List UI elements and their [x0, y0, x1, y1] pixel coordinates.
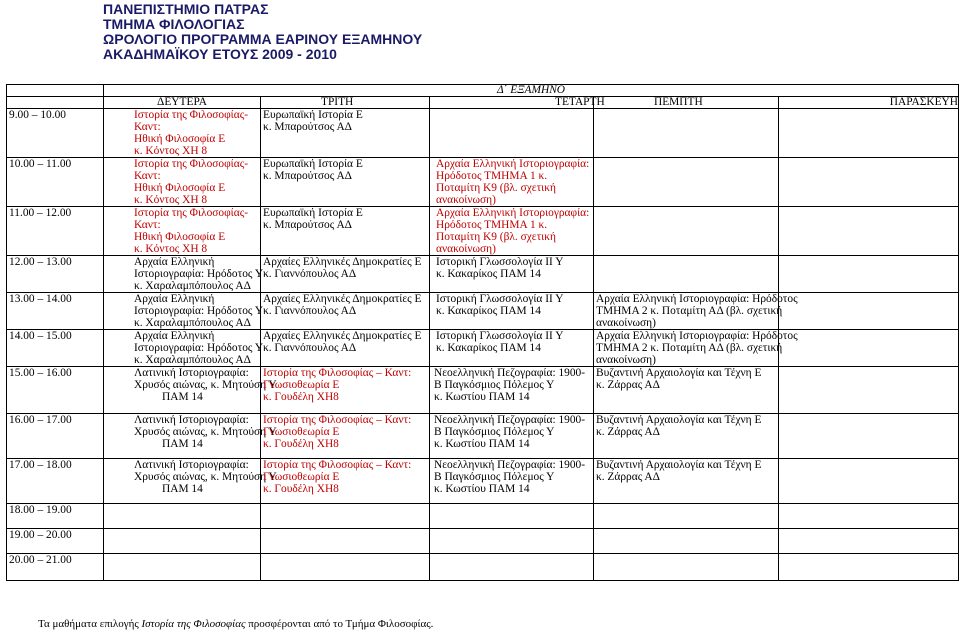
course-line: Β Παγκόσμιος Πόλεμος Υ [434, 426, 555, 438]
course-line: ανακοίνωση) [436, 194, 496, 206]
course-line: Ιστορία της Φιλοσοφίας – Καντ: [263, 367, 412, 379]
course-line: Ιστορία της Φιλοσοφίας- [134, 158, 249, 170]
schedule-row [7, 330, 959, 367]
schedule-row [7, 414, 959, 459]
course-line: Ιστορική Γλωσσολογία ΙΙ Υ [436, 330, 564, 342]
time-slot: 11.00 – 12.00 [7, 207, 104, 256]
course-cell-monday [104, 158, 261, 207]
schedule-table [6, 84, 959, 581]
course-line: Νεοελληνική Πεζογραφία: 1900- [434, 414, 586, 426]
course-cell-friday [779, 330, 959, 367]
course-line: Ιστοριογραφία: Ηρόδοτος Υ [134, 305, 264, 317]
course-cell-tuesday [261, 158, 430, 207]
course-line: Αρχαία Ελληνική Ιστοριογραφία: [436, 158, 590, 170]
course-line: Αρχαία Ελληνική Ιστοριογραφία: Ηρόδοτος [596, 330, 798, 342]
course-cell-thursday [594, 414, 779, 459]
course-cell-wednesday [430, 330, 594, 367]
semester-label: Δ΄ ΕΞΑΜΗΝΟ [104, 85, 959, 97]
course-cell-friday [779, 109, 959, 158]
course-cell-thursday [594, 109, 779, 158]
course-line: Βυζαντινή Αρχαιολογία και Τέχνη Ε [596, 367, 762, 379]
course-cell-friday [779, 256, 959, 293]
course-cell-tuesday [261, 414, 430, 459]
course-cell-friday [779, 529, 959, 554]
course-cell-thursday [594, 207, 779, 256]
course-cell-tuesday [261, 256, 430, 293]
academic-year: ΑΚΑΔΗΜΑΪΚΟΥ ΕΤΟΥΣ 2009 - 2010 [103, 46, 337, 62]
course-line: κ. Γιαννόπουλος ΑΔ [263, 342, 357, 354]
course-line: Αρχαία Ελληνική Ιστοριογραφία: [436, 207, 590, 219]
course-cell-thursday [594, 367, 779, 414]
course-line: Ηθική Φιλοσοφία Ε [134, 231, 226, 243]
course-cell-wednesday [430, 459, 594, 504]
time-slot: 9.00 – 10.00 [7, 109, 104, 158]
course-line: κ. Μπαρούτσος ΑΔ [263, 121, 352, 133]
course-cell-thursday [594, 529, 779, 554]
course-cell-friday [779, 504, 959, 529]
course-line: Ιστοριογραφία: Ηρόδοτος Υ [134, 268, 264, 280]
course-cell-friday [779, 293, 959, 330]
course-line: Αρχαίες Ελληνικές Δημοκρατίες Ε [263, 293, 422, 305]
schedule-row [7, 529, 959, 554]
course-line: κ. Κωστίου ΠΑΜ 14 [434, 483, 530, 495]
course-line: Αρχαία Ελληνική Ιστοριογραφία: Ηρόδοτος [596, 293, 798, 305]
course-cell-wednesday [430, 554, 594, 581]
course-line: Καντ: [134, 219, 161, 231]
course-line: Νεοελληνική Πεζογραφία: 1900- [434, 367, 586, 379]
course-cell-monday [104, 459, 277, 504]
course-line: Ευρωπαϊκή Ιστορία Ε [263, 109, 363, 121]
course-line: ανακοίνωση) [436, 243, 496, 255]
course-line: Λατινική Ιστοριογραφία: [134, 414, 249, 426]
time-slot: 14.00 – 15.00 [7, 330, 104, 367]
course-line: Χρυσός αιώνας, κ. Μητούση Υ [134, 426, 277, 438]
course-cell-tuesday [261, 109, 430, 158]
course-cell-wednesday [430, 414, 594, 459]
course-line: κ. Γουδέλη ΧΗ8 [263, 483, 339, 495]
semester-row [7, 85, 959, 97]
course-line: κ. Κακαρίκος ΠΑΜ 14 [436, 342, 541, 354]
course-cell-monday [104, 330, 264, 367]
course-line: Βυζαντινή Αρχαιολογία και Τέχνη Ε [596, 414, 762, 426]
day-header-monday: ΔΕΥΤΕΡΑ [104, 97, 261, 109]
schedule-row [7, 158, 959, 207]
time-slot: 16.00 – 17.00 [7, 414, 104, 459]
course-cell-tuesday [261, 367, 430, 414]
course-line: κ. Γιαννόπουλος ΑΔ [263, 305, 357, 317]
course-cell-wednesday [430, 207, 594, 256]
course-cell-thursday [594, 554, 779, 581]
course-line: Γνωσιοθεωρία Ε [263, 426, 340, 438]
course-line: Ποταμίτη Κ9 (βλ. σχετική [436, 182, 556, 194]
schedule-title: ΩΡΟΛΟΓΙΟ ΠΡΟΓΡΑΜΜΑ ΕΑΡΙΝΟΥ ΕΞΑΜΗΝΟΥ [103, 31, 423, 47]
time-slot: 19.00 – 20.00 [7, 529, 104, 554]
course-line: Ηθική Φιλοσοφία Ε [134, 182, 226, 194]
course-line: Αρχαία Ελληνική [134, 330, 215, 342]
course-cell-monday [104, 529, 261, 554]
days-header-row [7, 97, 959, 109]
course-cell-wednesday [430, 256, 594, 293]
course-cell-tuesday [261, 529, 430, 554]
course-line: Καντ: [134, 121, 161, 133]
course-cell-wednesday [430, 109, 594, 158]
course-line: Αρχαία Ελληνική [134, 256, 215, 268]
schedule-row [7, 459, 959, 504]
course-line: ΠΑΜ 14 [162, 483, 203, 495]
time-slot: 18.00 – 19.00 [7, 504, 104, 529]
schedule-row [7, 109, 959, 158]
course-cell-monday [104, 504, 261, 529]
course-line: κ. Χαραλαμπόπουλος ΑΔ [134, 317, 251, 329]
course-line: Λατινική Ιστοριογραφία: [134, 459, 249, 471]
course-line: ΤΜΗΜΑ 2 κ. Ποταμίτη ΑΔ (βλ. σχετική [596, 305, 783, 317]
schedule-row [7, 207, 959, 256]
course-line: Λατινική Ιστοριογραφία: [134, 367, 249, 379]
course-line: κ. Γουδέλη ΧΗ8 [263, 391, 339, 403]
time-slot: 10.00 – 11.00 [7, 158, 104, 207]
course-line: κ. Ζάρρας ΑΔ [596, 426, 660, 438]
course-line: Ευρωπαϊκή Ιστορία Ε [263, 207, 363, 219]
schedule-row [7, 504, 959, 529]
course-line: Αρχαίες Ελληνικές Δημοκρατίες Ε [263, 256, 422, 268]
course-cell-friday [779, 367, 959, 414]
footnote-text-start: Τα μαθήματα επιλογής [38, 618, 142, 630]
time-slot: 17.00 – 18.00 [7, 459, 104, 504]
course-line: κ. Ζάρρας ΑΔ [596, 471, 660, 483]
course-line: Χρυσός αιώνας, κ. Μητούση Υ [134, 379, 277, 391]
course-cell-wednesday [430, 529, 594, 554]
course-line: Ιστορική Γλωσσολογία ΙΙ Υ [436, 293, 564, 305]
course-line: Νεοελληνική Πεζογραφία: 1900- [434, 459, 586, 471]
course-line: Καντ: [134, 170, 161, 182]
schedule-row [7, 367, 959, 414]
day-header-friday: ΠΑΡΑΣΚΕΥΗ [779, 97, 959, 109]
day-header-thursday: ΠΕΜΠΤΗ [594, 97, 779, 109]
course-cell-tuesday [261, 330, 430, 367]
corner-cell [7, 85, 104, 97]
course-cell-thursday [594, 459, 779, 504]
course-line: Ηρόδοτος ΤΜΗΜΑ 1 κ. [436, 170, 548, 182]
course-line: ΠΑΜ 14 [162, 391, 203, 403]
course-cell-monday [104, 414, 277, 459]
course-line: Αρχαίες Ελληνικές Δημοκρατίες Ε [263, 330, 422, 342]
footnote-text-end: προσφέρονται από το Τμήμα Φιλοσοφίας. [245, 618, 434, 630]
schedule-row [7, 293, 959, 330]
course-line: κ. Μπαρούτσος ΑΔ [263, 170, 352, 182]
course-cell-friday [779, 459, 959, 504]
course-line: ανακοίνωση) [596, 317, 656, 329]
course-cell-wednesday [430, 367, 594, 414]
course-cell-tuesday [261, 293, 430, 330]
course-line: κ. Κακαρίκος ΠΑΜ 14 [436, 305, 541, 317]
course-line: κ. Κωστίου ΠΑΜ 14 [434, 391, 530, 403]
time-slot: 15.00 – 16.00 [7, 367, 104, 414]
course-cell-friday [779, 158, 959, 207]
time-header-cell [7, 97, 104, 109]
course-cell-monday [104, 207, 261, 256]
course-line: Ιστοριογραφία: Ηρόδοτος Υ [134, 342, 264, 354]
course-line: ΤΜΗΜΑ 2 κ. Ποταμίτη ΑΔ (βλ. σχετική [596, 342, 783, 354]
course-line: Ιστορία της Φιλοσοφίας- [134, 109, 249, 121]
course-line: κ. Ζάρρας ΑΔ [596, 379, 660, 391]
course-cell-tuesday [261, 207, 430, 256]
course-cell-monday [104, 256, 264, 293]
course-cell-monday [104, 109, 261, 158]
course-line: κ. Χαραλαμπόπουλος ΑΔ [134, 280, 251, 292]
schedule-row [7, 256, 959, 293]
day-header-wednesday: ΤΕΤΑΡΤΗ [430, 97, 594, 109]
course-line: Ιστορία της Φιλοσοφίας- [134, 207, 249, 219]
course-cell-wednesday [430, 504, 594, 529]
course-line: Ιστορία της Φιλοσοφίας – Καντ: [263, 414, 412, 426]
course-cell-tuesday [261, 504, 430, 529]
course-cell-wednesday [430, 158, 594, 207]
course-line: Ιστορική Γλωσσολογία ΙΙ Υ [436, 256, 564, 268]
course-cell-thursday [594, 330, 798, 367]
document-header [103, 2, 422, 62]
course-line: Βυζαντινή Αρχαιολογία και Τέχνη Ε [596, 459, 762, 471]
course-cell-tuesday [261, 554, 430, 581]
course-line: Γνωσιοθεωρία Ε [263, 471, 340, 483]
course-line: Αρχαία Ελληνική [134, 293, 215, 305]
course-line: Β Παγκόσμιος Πόλεμος Υ [434, 379, 555, 391]
course-line: Ηρόδοτος ΤΜΗΜΑ 1 κ. [436, 219, 548, 231]
course-cell-monday [104, 367, 277, 414]
footnote-course-name: Ιστορία της Φιλοσοφίας [141, 618, 246, 630]
course-line: κ. Κόντος ΧΗ 8 [134, 194, 208, 206]
university-name: ΠΑΝΕΠΙΣΤΗΜΙΟ ΠΑΤΡΑΣ [103, 1, 269, 17]
course-cell-wednesday [430, 293, 594, 330]
day-header-tuesday: ΤΡΙΤΗ [261, 97, 430, 109]
course-cell-thursday [594, 256, 779, 293]
course-line: κ. Γιαννόπουλος ΑΔ [263, 268, 357, 280]
course-line: Ηθική Φιλοσοφία Ε [134, 133, 226, 145]
course-line: κ. Κόντος ΧΗ 8 [134, 243, 208, 255]
course-line: Γνωσιοθεωρία Ε [263, 379, 340, 391]
course-cell-thursday [594, 293, 798, 330]
course-cell-friday [779, 554, 959, 581]
course-line: Ευρωπαϊκή Ιστορία Ε [263, 158, 363, 170]
course-line: Χρυσός αιώνας, κ. Μητούση Υ [134, 471, 277, 483]
course-cell-friday [779, 207, 959, 256]
course-line: κ. Κακαρίκος ΠΑΜ 14 [436, 268, 541, 280]
course-line: κ. Κωστίου ΠΑΜ 14 [434, 438, 530, 450]
course-line: κ. Γουδέλη ΧΗ8 [263, 438, 339, 450]
schedule-row [7, 554, 959, 581]
course-cell-friday [779, 414, 959, 459]
course-cell-tuesday [261, 459, 430, 504]
course-cell-monday [104, 554, 261, 581]
course-line: ΠΑΜ 14 [162, 438, 203, 450]
course-cell-thursday [594, 504, 779, 529]
course-line: κ. Κόντος ΧΗ 8 [134, 145, 208, 157]
time-slot: 20.00 – 21.00 [7, 554, 104, 581]
course-line: Ιστορία της Φιλοσοφίας – Καντ: [263, 459, 412, 471]
course-line: Ποταμίτη Κ9 (βλ. σχετική [436, 231, 556, 243]
time-slot: 13.00 – 14.00 [7, 293, 104, 330]
course-cell-monday [104, 293, 264, 330]
footnote [38, 618, 433, 630]
course-line: ανακοίνωση) [596, 354, 656, 366]
department-name: ΤΜΗΜΑ ΦΙΛΟΛΟΓΙΑΣ [103, 16, 245, 32]
course-line: κ. Μπαρούτσος ΑΔ [263, 219, 352, 231]
course-line: Β Παγκόσμιος Πόλεμος Υ [434, 471, 555, 483]
course-cell-thursday [594, 158, 779, 207]
time-slot: 12.00 – 13.00 [7, 256, 104, 293]
course-line: κ. Χαραλαμπόπουλος ΑΔ [134, 354, 251, 366]
